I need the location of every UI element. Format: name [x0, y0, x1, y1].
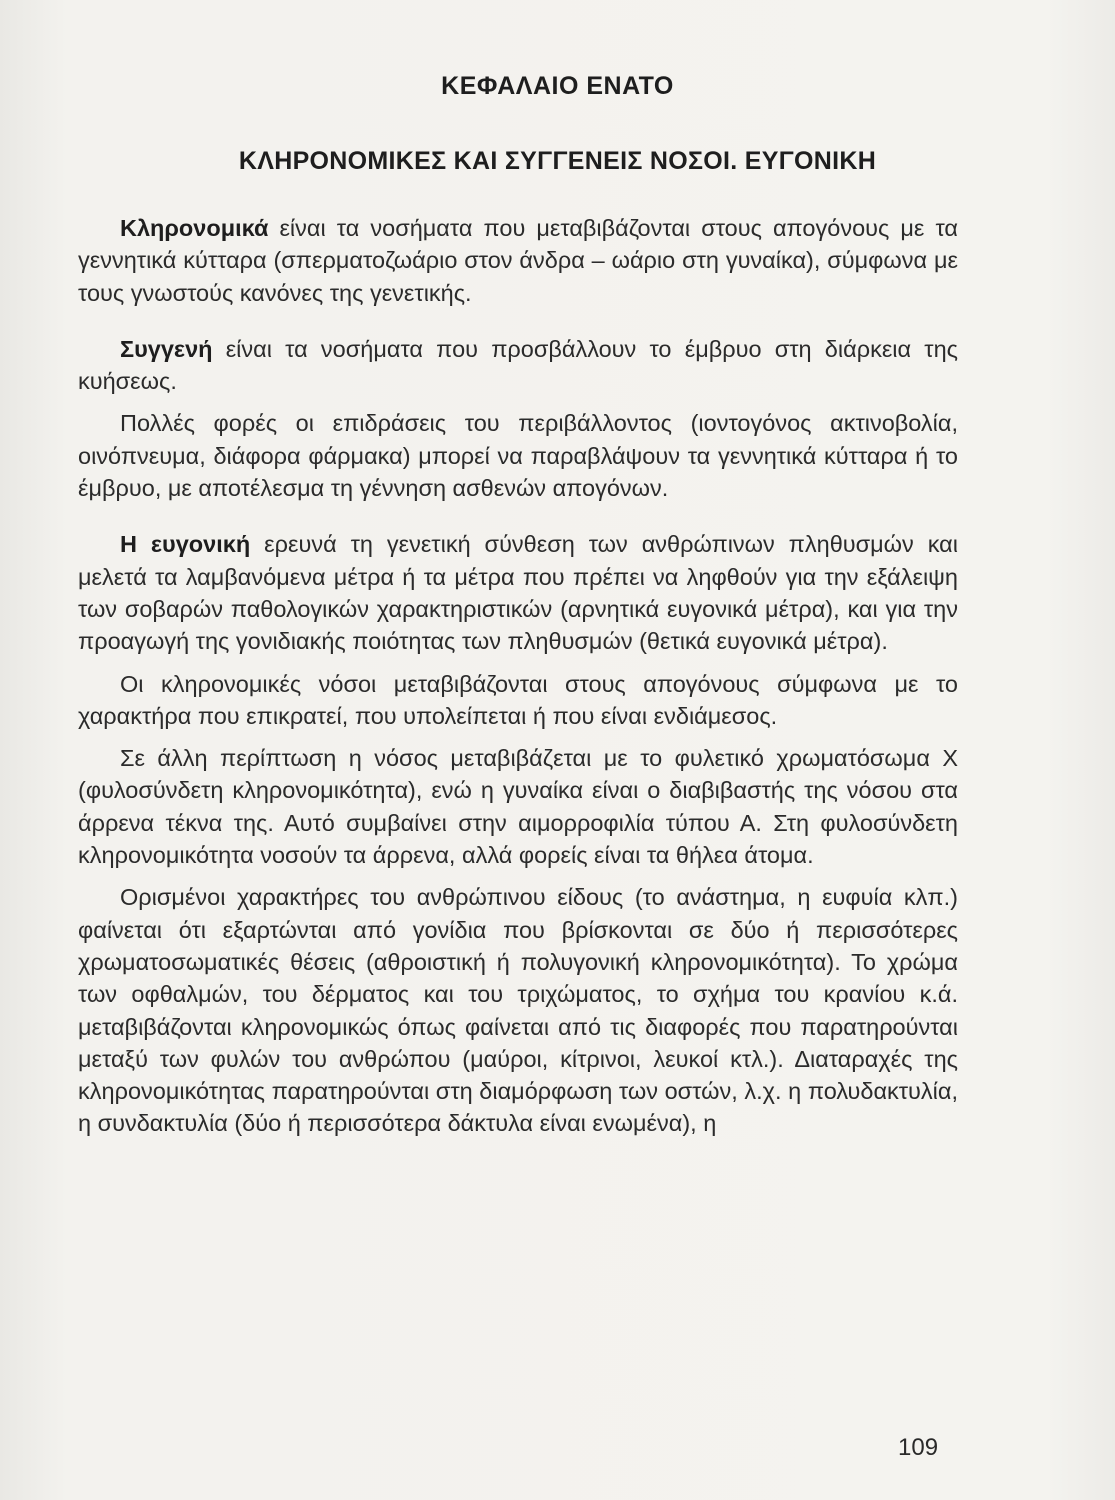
paragraph-text: είναι τα νοσήματα που προσβάλλουν το έμβρυο στη διάρκεια της κυήσεως.	[78, 335, 958, 395]
paragraph-eugenics	[78, 528, 958, 657]
paragraph-text: ερευνά τη γενετική σύνθεση των ανθρώπινων πληθυσμών και μελετά τα λαμβανόμενα μέτρα ή τα μέτρα που πρέπει να ληφθούν για την εξάλειψη των σοβαρών παθολογικών χαρακτηριστικών (αρνητικά ευγονικά μέτρα), και για την προαγωγή της γονιδιακής ποιότητας των πληθυσμών (θετικά ευγονικά μέτρα).	[78, 531, 958, 655]
body-text	[78, 212, 958, 1140]
term-congenital: Συγγενή	[120, 335, 213, 362]
paragraph-text: Ορισμένοι χαρακτήρες του ανθρώπινου είδους (το ανάστημα, η ευφυία κλπ.) φαίνεται ότι εξαρτώνται από γονίδια που βρίσκονται σε δύο ή περισσότερες χρωματοσωματικές θέσεις (αθροιστική ή πολυγονική κληρονομικότητα). Το χρώμα των οφθαλμών, του δέρματος και του τριχώματος, το σχήμα του κρανίου κ.ά. μεταβιβάζονται κληρονομικώς όπως φαίνεται από τις διαφορές που παρατηρούνται μεταξύ των φυλών του ανθρώπου (μαύροι, κίτρινοι, λευκοί κτλ.). Διαταραχές της κληρονομικότητας παρατηρούνται στη διαμόρφωση των οστών, λ.χ. η πολυδακτυλία, η συνδακτυλία (δύο ή περισσότερα δάκτυλα είναι ενωμένα), η	[78, 884, 958, 1137]
paragraph-environment	[78, 407, 958, 504]
page-number: 109	[898, 1434, 939, 1461]
paragraph-polygenic	[78, 881, 958, 1139]
paragraph-hereditary	[78, 212, 958, 309]
paragraph-text: είναι τα νοσήματα που μεταβιβάζονται στους απογόνους με τα γεννητικά κύτταρα (σπερματοζωάριο στον άνδρα – ωάριο στη γυναίκα), σύμφωνα με τους γνωστούς κανόνες της γενετικής.	[78, 215, 958, 306]
paragraph-text: Σε άλλη περίπτωση η νόσος μεταβιβάζεται με το φυλετικό χρωματόσωμα Χ (φυλοσύνδετη κληρονομικότητα), ενώ η γυναίκα είναι ο διαβιβαστής της νόσου στα άρρενα τέκνα της. Αυτό συμβαίνει στην αιμορροφιλία τύπου Α. Στη φυλοσύνδετη κληρονομικότητα νοσούν τα άρρενα, αλλά φορείς είναι τα θήλεα άτομα.	[78, 745, 958, 869]
paragraph-inheritance	[78, 668, 958, 733]
term-hereditary: Κληρονομικά	[120, 215, 269, 241]
paragraph-sex-linked	[78, 742, 958, 871]
term-eugenics: Η ευγονική	[120, 531, 251, 558]
section-title: ΚΛΗΡΟΝΟΜΙΚΕΣ ΚΑΙ ΣΥΓΓΕΝΕΙΣ ΝΟΣΟΙ. ΕΥΓΟΝΙΚΗ	[238, 147, 877, 175]
paragraph-congenital	[78, 333, 958, 398]
chapter-title: ΚΕΦΑΛΑΙΟ ΕΝΑΤΟ	[441, 72, 674, 100]
paragraph-text: Πολλές φορές οι επιδράσεις του περιβάλλοντος (ιοντογόνος ακτινοβολία, οινόπνευμα, διάφορα φάρμακα) μπορεί να παραβλάψουν τα γεννητικά κύτταρα ή το έμβρυο, με αποτέλεσμα τη γέννηση ασθενών απογόνων.	[78, 410, 958, 502]
paragraph-text: Οι κληρονομικές νόσοι μεταβιβάζονται στους απογόνους σύμφωνα με το χαρακτήρα που επικρατεί, που υπολείπεται ή που είναι ενδιάμεσος.	[78, 670, 958, 729]
